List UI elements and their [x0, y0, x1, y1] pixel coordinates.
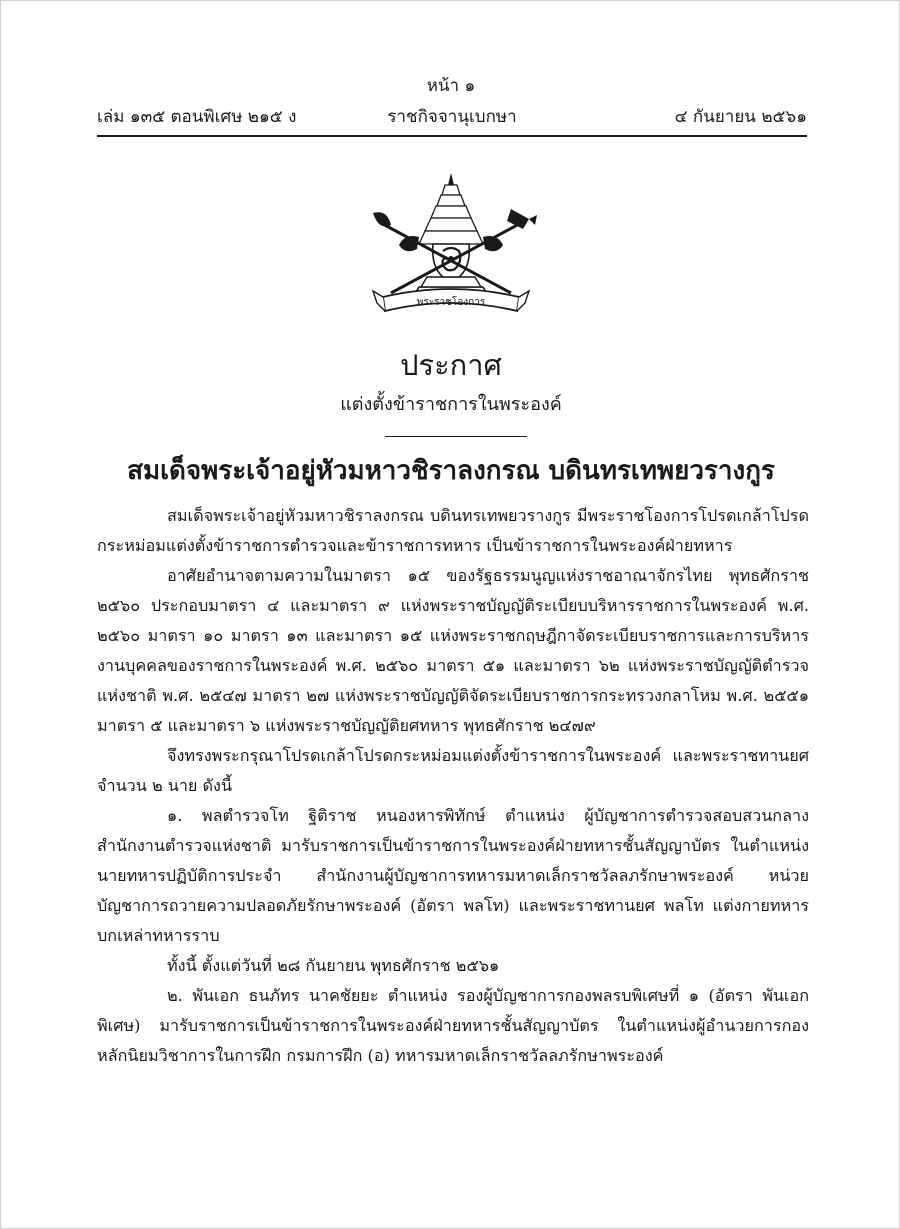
paragraph-effective-date: ทั้งนี้ ตั้งแต่วันที่ ๒๘ กันยายน พุทธศักราช ๒๕๖๑ — [167, 956, 500, 975]
paragraph-appointee-2: ๒. พันเอก ธนภัทร นาคชัยยะ ตำแหน่ง รองผู้บัญชาการกองพลรบพิเศษที่ ๑ (อัตรา พันเอกพิเศษ) มารับราชการเป็นข้าราชการในพระองค์ฝ่ายทหารชั้นสัญญาบัตร ในตำแหน่งผู้อำนวยการกองหลักนิยมวิชาการในการฝึก กรมการฝึก (อ) ทหารมหาดเล็กราชวัลลภรักษาพระองค์ — [97, 986, 809, 1065]
publication-name: ราชกิจจานุเบกษา — [387, 107, 517, 127]
king-title: สมเด็จพระเจ้าอยู่หัวมหาวชิราลงกรณ บดินทรเทพยวรางกูร — [127, 456, 775, 486]
header-divider — [97, 135, 807, 137]
emblem-ribbon-text: พระราชโองการ — [416, 297, 486, 308]
paragraph-legal-basis: อาศัยอำนาจตามความในมาตรา ๑๕ ของรัฐธรรมนูญแห่งราชอาณาจักรไทย พุทธศักราช ๒๕๖๐ ประกอบมาตรา ๔ และมาตรา ๙ แห่งพระราชบัญญัติระเบียบบริหารราชการในพระองค์ พ.ศ. ๒๕๖๐ มาตรา ๑๐ มาตรา ๑๓ และมาตรา ๑๕ แห่งพระราชกฤษฎีกาจัดระเบียบราชการและการบริหารงานบุคคลของราชการในพระองค์ พ.ศ. ๒๕๖๐ มาตรา ๕๑ และมาตรา ๖๒ แห่งพระราชบัญญัติตำรวจแห่งชาติ พ.ศ. ๒๕๔๗ มาตรา ๒๗ แห่งพระราชบัญญัติจัดระเบียบราชการกระทรวงกลาโหม พ.ศ. ๒๕๕๑ มาตรา ๕ และมาตรา ๖ แห่งพระราชบัญญัติยศทหาร พุทธศักราช ๒๔๗๙ — [97, 566, 809, 735]
announcement-title: ประกาศ — [400, 348, 502, 382]
announcement-subtitle: แต่งตั้งข้าราชการในพระองค์ — [340, 394, 562, 415]
publication-date: ๔ กันยายน ๒๕๖๑ — [674, 107, 807, 127]
paragraph-appointment-intro: จึงทรงพระกรุณาโปรดเกล้าโปรดกระหม่อมแต่งตั้งข้าราชการในพระองค์ และพระราชทานยศจำนวน ๒ นาย ดังนี้ — [97, 746, 809, 795]
paragraph-preamble: สมเด็จพระเจ้าอยู่หัวมหาวชิราลงกรณ บดินทรเทพยวรางกูร มีพระราชโองการโปรดเกล้าโปรดกระหม่อมแต่งตั้งข้าราชการตำรวจและข้าราชการทหาร เป็นข้าราชการในพระองค์ฝ่ายทหาร — [97, 506, 809, 555]
page-number: หน้า ๑ — [426, 76, 476, 96]
volume-issue: เล่ม ๑๓๕ ตอนพิเศษ ๒๑๕ ง — [97, 107, 297, 127]
announcement-body — [97, 501, 809, 1071]
paragraph-appointee-1: ๑. พลตำรวจโท ฐิติราช หนองหารพิทักษ์ ตำแหน่ง ผู้บัญชาการตำรวจสอบสวนกลาง สำนักงานตำรวจแห่งชาติ มารับราชการเป็นข้าราชการในพระองค์ฝ่ายทหารชั้นสัญญาบัตร ในตำแหน่งนายทหารปฏิบัติการประจำ สำนักงานผู้บัญชาการทหารมหาดเล็กราชวัลลภรักษาพระองค์ หน่วยบัญชาการถวายความปลอดภัยรักษาพระองค์ (อัตรา พลโท) และพระราชทานยศ พลโท แต่งกายทหารบกเหล่าทหารราบ — [97, 806, 809, 945]
royal-cipher-emblem-icon — [361, 169, 541, 317]
gazette-header — [97, 106, 807, 130]
title-divider — [385, 436, 527, 437]
